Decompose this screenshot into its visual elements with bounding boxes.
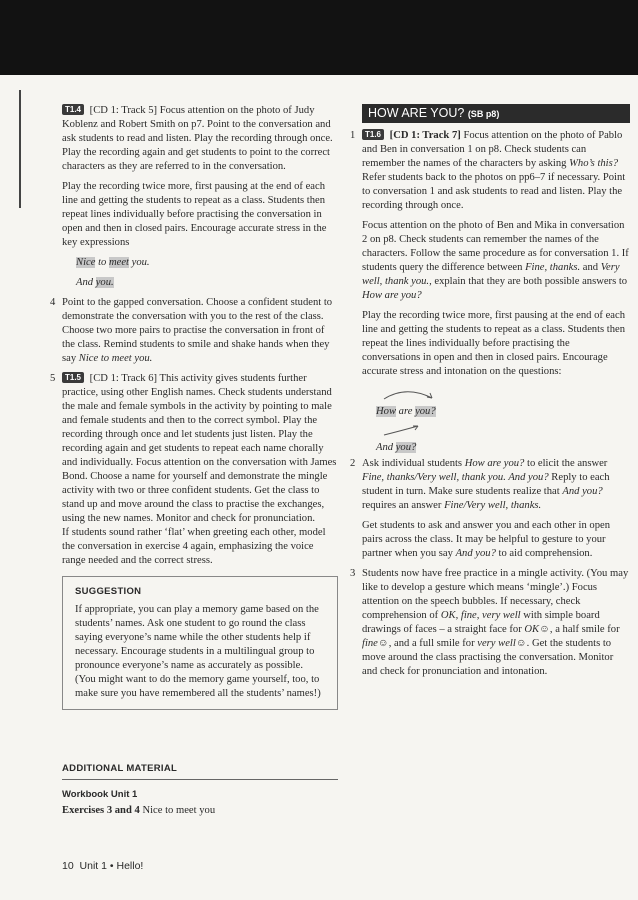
intonation-how-are-you xyxy=(376,385,630,419)
italic-phrase: OK xyxy=(524,624,540,635)
paragraph-text xyxy=(362,567,630,679)
text: Get students to ask and answer you and each other in open pairs across the class. It may be helpful to gesture to your partner when you say xyxy=(362,520,611,559)
top-banner xyxy=(0,0,638,75)
example-and-you xyxy=(76,276,338,290)
cd-ref: [CD 1: Track 6] xyxy=(89,373,158,384)
stress-word: you? xyxy=(395,442,417,453)
exercise-2 xyxy=(350,457,630,561)
heading-text: HOW ARE YOU? xyxy=(368,106,465,120)
italic-phrase: Fine, thanks/Very well, thank you. And you? xyxy=(362,472,549,483)
text: Focus attention on the photo of Pablo and Ben in conversation 1 on p8. Check students can remember the names of the characters by asking xyxy=(362,130,623,169)
exercise-number: 2 xyxy=(350,458,356,469)
suggestion-title: SUGGESTION xyxy=(75,586,142,597)
italic-phrase: OK, fine, very well xyxy=(440,610,521,621)
text: Reply to each student in turn. Make sure students realize that xyxy=(362,472,610,497)
text: Refer students back to the photos on pp6–7 if necessary. Point to conversation 1 and ask students to read and listen. Play the recording through once. xyxy=(362,172,626,211)
exercise-title: Nice to meet you xyxy=(142,805,216,816)
intonation-and-you xyxy=(376,421,630,455)
left-column xyxy=(50,104,338,710)
exercise-1 xyxy=(350,129,630,455)
example-phrase xyxy=(376,405,436,419)
right-column xyxy=(350,104,630,685)
suggestion-box xyxy=(62,576,338,710)
exercise-3 xyxy=(350,567,630,679)
paragraph-text xyxy=(362,219,630,303)
paragraph-text xyxy=(62,296,338,366)
margin-rule xyxy=(19,90,21,208)
word: you. xyxy=(131,257,150,268)
text: with simple board drawings of faces – a straight face for xyxy=(362,610,600,635)
word: to xyxy=(98,257,107,268)
text: Focus attention on the photo of Ben and Mika in conversation 2 on p8. Check students can remember the names of the characters. Follow the same procedure as for conversation 1. If students query the difference between xyxy=(362,220,629,273)
italic-phrase: How are you? xyxy=(362,290,422,301)
text: ☺, a half smile for xyxy=(539,624,620,635)
paragraph-repeat: Play the recording twice more, first pausing at the end of each line and getting the students to repeat as a class. Students then repeat lines individually before practising the conversation in open and then in closed pairs. Encourage accurate stress in the key expressions xyxy=(62,181,327,248)
paragraph-text xyxy=(62,372,338,568)
text: requires an answer xyxy=(362,500,442,511)
unit-label: Unit 1 xyxy=(79,860,107,872)
suggestion-text: If appropriate, you can play a memory game based on the students’ names. Ask one student to go round the class saying everyone’s name while the other students help if necessary. Encourage students in a multilingual group to pronounce everyone’s name as accurately as possible. (You might want to do the memory game yourself, too, to make sure you have remembered all the students’ names!) xyxy=(75,604,321,699)
page-number: 10 xyxy=(62,860,74,872)
exercise-4 xyxy=(50,296,338,366)
text: and xyxy=(582,262,599,273)
paragraph-text: Play the recording twice more, first pausing at the end of each line and getting the students to repeat as a class. Students then repeat the lines individually before practising the conversations in open and then in closed pairs. Encourage accurate stress and intonation on the questions: xyxy=(362,310,626,377)
paragraph-text xyxy=(362,457,630,513)
stress-word: you. xyxy=(95,277,114,288)
italic-phrase: Fine/Very well, thanks. xyxy=(444,500,542,511)
italic-phrase: How are you? xyxy=(464,458,525,469)
cd-ref: [CD 1: Track 5] xyxy=(89,105,158,116)
paragraph-text xyxy=(362,129,630,213)
italic-phrase: fine xyxy=(362,638,378,649)
exercise-number: 1 xyxy=(350,130,356,141)
word: And xyxy=(76,277,94,288)
workbook-ref: Workbook Unit 1 xyxy=(62,789,138,800)
separator: • xyxy=(109,860,114,872)
track-tag: T1.5 xyxy=(62,372,84,383)
cd-ref: [CD 1: Track 7] xyxy=(389,130,461,141)
italic-phrase: Who’s this? xyxy=(569,158,619,169)
italic-phrase: Very well, thank you., xyxy=(362,262,620,287)
intonation-arrow-icon xyxy=(376,421,456,441)
text: to elicit the answer xyxy=(527,458,608,469)
text: ☺. Get the students to move around the class practising the conversation. Monitor and check for pronunciation and intonation. xyxy=(362,638,614,677)
exercise-ref xyxy=(62,804,338,818)
additional-material xyxy=(62,762,338,818)
text: ☺, and a full smile for xyxy=(377,638,475,649)
sb-ref: (SB p8) xyxy=(467,109,500,119)
text: to aid comprehension. xyxy=(498,548,593,559)
stress-word: Nice xyxy=(76,257,96,268)
exercise-5 xyxy=(50,372,338,568)
track-tag: T1.6 xyxy=(362,129,384,140)
word: And xyxy=(376,442,394,453)
italic-phrase: Fine, thanks. xyxy=(525,262,581,273)
paragraph-text: Focus attention on the photo of Judy Koblenz and Robert Smith on p7. Point to the conversation and ask students to read and listen. Play the recording through once. Play the recording again and get students to point to the correct characters as they are referred to in the conversation. xyxy=(62,105,333,172)
italic-phrase: very well xyxy=(477,638,516,649)
stress-word: How xyxy=(376,406,397,417)
intonation-arrow-icon xyxy=(376,385,456,405)
italic-phrase: And you? xyxy=(562,486,603,497)
stress-word: you? xyxy=(415,406,436,417)
page-footer xyxy=(62,860,143,872)
word: are xyxy=(398,406,413,417)
example-nice-to-meet-you xyxy=(76,256,338,270)
text: explain that they are both possible answers to xyxy=(434,276,628,287)
unit-title: Hello! xyxy=(116,860,144,872)
additional-title: ADDITIONAL MATERIAL xyxy=(62,762,338,780)
text: If students sound rather ‘flat’ when greeting each other, model the conversation in exercise 4 again, emphasizing the voice range needed and the correct stress. xyxy=(62,527,326,566)
text: Point to the gapped conversation. Choose a confident student to demonstrate the conversation with you to the rest of the class. Choose two more pairs to practise the conversation in front of the class. Remind students to smile and shake hands when they say xyxy=(62,297,333,364)
text: This activity gives students further practice, using other English names. Check students understand the male and female symbols in the activity by pointing to male and female students and then to the correct symbol. Play the recording through once and let students just listen. Play the recording again and get students to repeat each name chorally and individually. Focus attention on the conversation with James Bond. Choose a name for yourself and demonstrate the mingle activity with two or three confident students. Get the class to stand up and move around the class to practise the exchanges, using the new names. Monitor and check for pronunciation. xyxy=(62,373,337,524)
paragraph-text xyxy=(362,519,630,561)
exercise-number: 5 xyxy=(50,373,56,384)
track-tag: T1.4 xyxy=(62,104,84,115)
text: Students now have free practice in a mingle activity. (You may like to develop a gesture which means ‘mingle’.) Focus attention on the speech bubbles. If necessary, check comprehension of xyxy=(362,568,629,621)
text: Ask individual students xyxy=(362,458,463,469)
exercise-label: Exercises 3 and 4 xyxy=(62,805,140,816)
italic-phrase: Nice to meet you. xyxy=(78,353,153,364)
example-phrase xyxy=(376,441,416,455)
paragraph-track5 xyxy=(62,104,338,174)
exercise-number: 3 xyxy=(350,568,356,579)
italic-phrase: And you? xyxy=(455,548,496,559)
exercise-number: 4 xyxy=(50,297,56,308)
stress-word: meet xyxy=(108,257,129,268)
section-heading xyxy=(362,104,630,123)
